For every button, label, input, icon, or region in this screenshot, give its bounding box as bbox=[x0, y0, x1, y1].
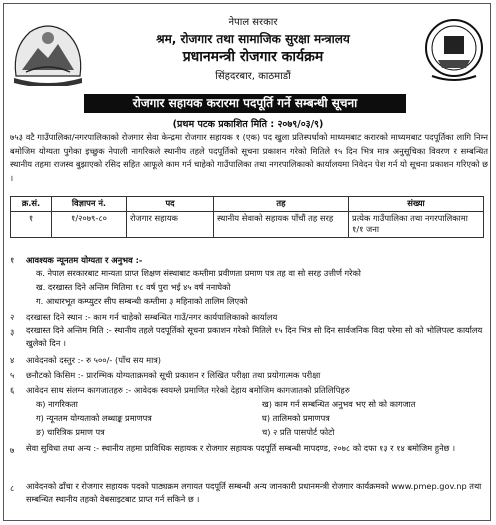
document-item: च) २ प्रति पासपोर्ट फोटो bbox=[262, 427, 335, 437]
section-number: २ bbox=[10, 312, 15, 322]
more-info: आवेदनको ढाँचा र रोजगार सहायक पदको पाठ्यक्रम लगायत पदपूर्ति सम्बन्धी अन्य जानकारी प्रधानमन्त्री रोजगार कार्यक्रमको www.pmep.gov.np तथा सम्बन्धित स्थानीय तहको वेबसाइटबाट प्राप्त गर्न सकिने छ । bbox=[26, 481, 482, 504]
table-row bbox=[11, 212, 484, 238]
col-level: तह bbox=[214, 197, 349, 212]
vacancy-table bbox=[10, 196, 484, 238]
col-count: संख्या bbox=[349, 197, 484, 212]
selection-method: छनौटको किसिम :- प्रारम्भिक योग्यताक्रमको सूची प्रकाशन र लिखित परीक्षा तथा प्रयोगात्मक परीक्षा bbox=[26, 370, 321, 380]
document-item: क) नागरिकता bbox=[36, 399, 78, 409]
program-name: प्रधानमन्त्री रोजगार कार्यक्रम bbox=[182, 49, 324, 65]
table-header-row bbox=[11, 197, 484, 212]
section-number: ५ bbox=[10, 370, 15, 380]
notice-title: रोजगार सहायक करारमा पदपूर्ति गर्ने सम्बन्धी सूचना bbox=[84, 94, 406, 113]
section-number: ४ bbox=[10, 355, 15, 365]
publication-date: (प्रथम पटक प्रकाशित मिति : २०७९/०३/९) bbox=[172, 119, 324, 130]
application-place: दरखास्त दिने स्थान :- काम गर्न चाहेको सम्बन्धित गाउँ/नगर कार्यपालिकाको कार्यालय bbox=[26, 312, 278, 322]
service-facilities: सेवा सुविधा तथा अन्य :- स्थानीय तहमा प्राविधिक सहायक र रोजगार सहायक पदपूर्ति सम्बन्धी मापदण्ड, २०७८ को दफा १३ र १४ बमोजिम हुनेछ । bbox=[26, 443, 456, 453]
ministry-name: श्रम, रोजगार तथा सामाजिक सुरक्षा मन्त्रालय bbox=[156, 32, 350, 46]
pmep-logo-icon bbox=[422, 16, 486, 86]
col-post: पद bbox=[127, 197, 214, 212]
document-item: ङ) चारित्रिक प्रमाण पत्र bbox=[36, 427, 105, 437]
section-number: ६ bbox=[10, 385, 15, 395]
qualification-kha: ख. दरखास्त दिने अन्तिम मितिमा १८ वर्ष पुरा भई ४५ वर्ष ननाघेको bbox=[36, 282, 231, 292]
nepal-emblem-icon bbox=[8, 18, 88, 86]
documents-heading: आवेदन साथ संलग्न कागजातहरु :- आवेदक स्वयम्ले प्रमाणित गरेको देहाय बमोजिम कागजातको प्रतिलिपिहरु bbox=[26, 385, 350, 395]
col-sn: क्र.सं. bbox=[11, 197, 52, 212]
qualification-heading: आवश्यक न्यूनतम योग्यता र अनुभव :- bbox=[26, 255, 143, 265]
intro-paragraph: ७५३ वटै गाउँपालिका/नगरपालिकाको रोजगार सेवा केन्द्रमा रोजगार सहायक १ (एक) पद खुला प्रतिस्पर्धाको माध्यमबाट करारको माध्यमबाट पदपूर्तिका लागि निम्न बमोजिम योग्यता पुगेका इच्छुक नेपाली नागरिकले स्थानीय तहले पदपूर्तिको सूचना प्रकाशन गरेको मितिले १५ दिन भित्र मात्र अनुसूचिका विवरण र सम्बन्धित स्थानीय तहमा राजस्व बुझाएको रसिद सहित आफूले काम गर्न चाहेको गाउँपालिका तथा नगरपालिकाको कार्यालयमा निवेदन पेश गर्न यो सूचना प्रकाशन गरिएको छ । bbox=[10, 132, 488, 183]
cell-sn: १ bbox=[11, 212, 52, 238]
cell-post: रोजगार सहायक bbox=[127, 212, 214, 238]
col-ad-no: विज्ञापन नं. bbox=[52, 197, 127, 212]
document-item: ख) काम गर्न सम्बन्धित अनुभव भए सो को कागजात bbox=[262, 399, 416, 409]
application-deadline: दरखास्त दिने अन्तिम मिति :- स्थानीय तहले पदपूर्तिको सूचना प्रकाशन गरेको मितिले १५ दिन भित्र सो दिन सार्वजनिक विदा परेमा सो को भोलिपल्ट कार्यालय खुलेको दिन । bbox=[26, 325, 483, 348]
section-number: ८ bbox=[10, 483, 15, 493]
section-number: १ bbox=[10, 255, 15, 265]
cell-level: स्थानीय सेवाको सहायक पाँचौं तह सरह bbox=[214, 212, 349, 238]
section-number: ७ bbox=[10, 445, 15, 455]
qualification-ka: क. नेपाल सरकारबाट मान्यता प्राप्त शिक्षण संस्थाबाट कम्तीमा प्रवीणता प्रमाण पत्र तह वा सो सरह उत्तीर्ण गरेको bbox=[36, 268, 361, 278]
govt-name: नेपाल सरकार bbox=[228, 17, 278, 28]
cell-ad-no: १/२०७९-८० bbox=[52, 212, 127, 238]
cell-count: प्रत्येक गाउँपालिका तथा नगरपालिकामा १/१ जना bbox=[349, 212, 484, 238]
office-address: सिंहदरबार, काठमाडौं bbox=[215, 71, 291, 82]
document-item: ग) न्यूनतम योग्यताको लब्धाङ्क प्रमाणपत्र bbox=[36, 413, 152, 423]
document-item: घ) तालिमको प्रमाणपत्र bbox=[262, 413, 330, 423]
application-fee: आवेदनको दस्तुर :- रु ५००/- (पाँच सय मात्र) bbox=[26, 355, 162, 365]
section-number: ३ bbox=[10, 327, 15, 337]
qualification-ga: ग. आधारभूत कम्प्युटर सीप सम्बन्धी कम्तीमा ३ महिनाको तालिम लिएको bbox=[36, 296, 248, 306]
